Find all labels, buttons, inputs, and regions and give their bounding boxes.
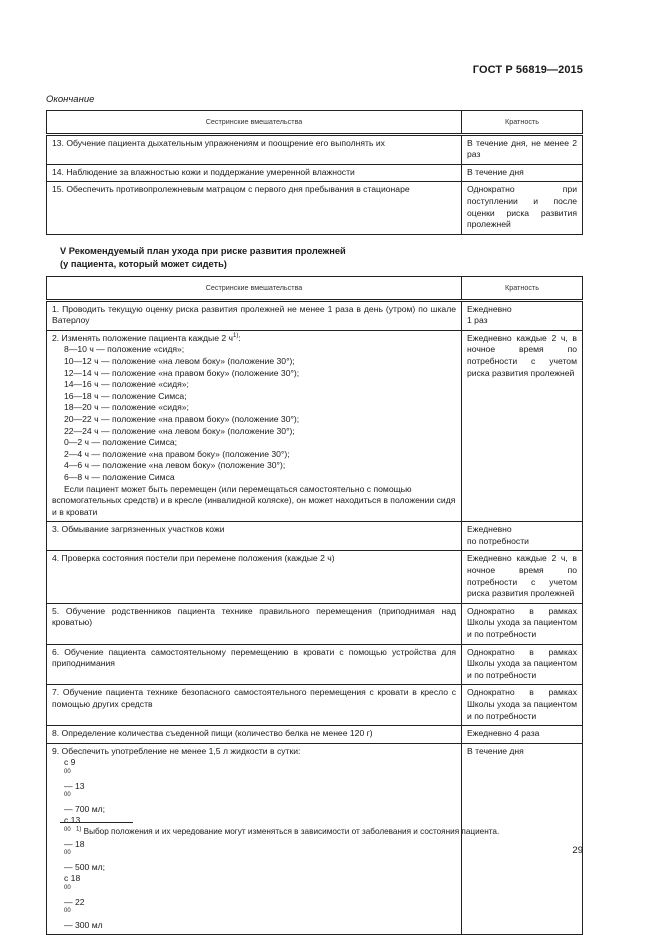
schedule-item: 4—6 ч — положение «на левом боку» (положение 30°);: [64, 460, 286, 471]
intervention-cell: [47, 330, 462, 522]
intervention-cell: 1. Проводить текущую оценку риска развития пролежней не менее 1 раза в день (утром) по шкале Ватерлоу: [47, 300, 462, 330]
table-row: [47, 603, 583, 644]
schedule-item: 10—12 ч — положение «на левом боку» (положение 30°);: [64, 355, 295, 366]
schedule-item: 8—10 ч — положение «сидя»;: [64, 344, 185, 355]
table-continued: [46, 110, 583, 235]
schedule-item: 12—14 ч — положение «на правом боку» (положение 30°);: [64, 367, 300, 378]
frequency-line: 1 раз: [467, 315, 488, 326]
frequency-line: Ежедневно: [467, 524, 512, 535]
frequency-cell: [462, 300, 583, 330]
frequency-cell: В течение дня: [462, 164, 583, 182]
intervention-cell: 5. Обучение родственников пациента технике правильного перемещения (приподнимая над кроватью): [47, 603, 462, 644]
column-header-frequency: Кратность: [462, 111, 583, 135]
fluid-schedule-item: с 18 $^{00}$ — 22 $^{00}$ — 300 мл: [64, 873, 103, 930]
table-row: [47, 300, 583, 330]
frequency-cell: Однократно в рамках Школы ухода за пациентом и по потребности: [462, 644, 583, 685]
section-subtitle-line: (у пациента, который может сидеть): [60, 258, 227, 269]
intervention-cell: 15. Обеспечить противопролежневым матрацом с первого дня пребывания в стационаре: [47, 182, 462, 234]
table-row: [47, 164, 583, 182]
intervention-cell: 8. Определение количества съеденной пищи (количество белка не менее 120 г): [47, 726, 462, 744]
intervention-cell: 4. Проверка состояния постели при перемене положения (каждые 2 ч): [47, 551, 462, 603]
document-id: ГОСТ Р 56819—2015: [472, 64, 583, 76]
schedule-item: 22—24 ч — положение «на левом боку» (положение 30°);: [64, 425, 295, 436]
intervention-cell: 14. Наблюдение за влажностью кожи и поддержание умеренной влажности: [47, 164, 462, 182]
fluid-schedule-item: с 9 $^{00}$ — 13 $^{00}$ — 700 мл;: [64, 757, 106, 814]
section-title: [60, 245, 346, 270]
schedule-item: 6—8 ч — положение Симса: [64, 471, 175, 482]
table-row: [47, 330, 583, 522]
frequency-cell: В течение дня: [462, 743, 583, 935]
frequency-cell: Ежедневно каждые 2 ч, в ночное время по потребности с учетом риска развития пролежней: [462, 330, 583, 522]
position-schedule: [52, 344, 456, 483]
table-row: [47, 726, 583, 744]
care-plan-table: [46, 276, 583, 935]
footnote-divider: [60, 822, 133, 823]
intervention-cell: [47, 743, 462, 935]
frequency-cell: Однократно при поступлении и после оценки риска развития пролежней: [462, 182, 583, 234]
intervention-cell: 7. Обучение пациента технике безопасного самостоятельного перемещения с кровати в кресло с помощью других средств: [47, 685, 462, 726]
frequency-cell: Однократно в рамках Школы ухода за пациентом и по потребности: [462, 603, 583, 644]
intervention-title-text: 2. Изменять положение пациента каждые 2 ч: [52, 332, 234, 343]
frequency-cell: Ежедневно 4 раза: [462, 726, 583, 744]
schedule-item: 14—16 ч — положение «сидя»;: [64, 379, 189, 390]
table-header-row: [47, 111, 583, 135]
schedule-item: 18—20 ч — положение «сидя»;: [64, 402, 189, 413]
table-row: [47, 134, 583, 164]
page-number: 29: [572, 845, 583, 856]
footnote-text: Выбор положения и их чередование могут изменяться в зависимости от заболевания и состояния пациента.: [81, 827, 500, 836]
section-title-line: V Рекомендуемый план ухода при риске развития пролежней: [60, 246, 346, 256]
frequency-line: Ежедневно: [467, 303, 512, 314]
frequency-cell: [462, 522, 583, 551]
column-header-interventions: Сестринские вмешательства: [47, 111, 462, 135]
column-header-interventions: Сестринские вмешательства: [47, 277, 462, 301]
intervention-cell: 6. Обучение пациента самостоятельному перемещению в кровати с помощью устройства для приподнимания: [47, 644, 462, 685]
intervention-cell: 3. Обмывание загрязненных участков кожи: [47, 522, 462, 551]
footnote-mark: 1): [76, 826, 82, 833]
intervention-title: 9. Обеспечить употребление не менее 1,5 л жидкости в сутки:: [52, 745, 301, 756]
table-row: [47, 685, 583, 726]
intervention-cell: 13. Обучение пациента дыхательным упражнениям и поощрение его выполнять их: [47, 134, 462, 164]
intervention-title: [52, 333, 456, 345]
schedule-item: 16—18 ч — положение Симса;: [64, 390, 187, 401]
frequency-cell: Ежедневно каждые 2 ч, в ночное время по потребности с учетом риска развития пролежней: [462, 551, 583, 603]
table-row: [47, 743, 583, 935]
table-row: [47, 182, 583, 234]
table-row: [47, 522, 583, 551]
frequency-cell: Однократно в рамках Школы ухода за пациентом и по потребности: [462, 685, 583, 726]
column-header-frequency: Кратность: [462, 277, 583, 301]
table-continuation-caption: Окончание: [46, 94, 95, 105]
fluid-schedule-item: с 13 $^{00}$ — 18 $^{00}$ — 500 мл;: [64, 815, 106, 872]
intervention-note: Если пациент может быть перемещен (или перемещаться самостоятельно с помощью вспомогательных средств) и в кресле (инвалидной коляске), он может находиться в положении сидя и в кровати: [52, 483, 456, 517]
table-row: [47, 644, 583, 685]
footnote-ref: 1): [233, 332, 239, 339]
table-row: [47, 551, 583, 603]
fluid-schedule: [52, 757, 456, 931]
table-header-row: [47, 277, 583, 301]
frequency-cell: В течение дня, не менее 2 раз: [462, 134, 583, 164]
schedule-item: 0—2 ч — положение Симса;: [64, 437, 178, 448]
schedule-item: 20—22 ч — положение «на правом боку» (положение 30°);: [64, 413, 300, 424]
schedule-item: 2—4 ч — положение «на правом боку» (положение 30°);: [64, 448, 290, 459]
intervention-title-colon: :: [238, 332, 241, 343]
frequency-line: по потребности: [467, 535, 529, 546]
footnote: [76, 827, 499, 836]
